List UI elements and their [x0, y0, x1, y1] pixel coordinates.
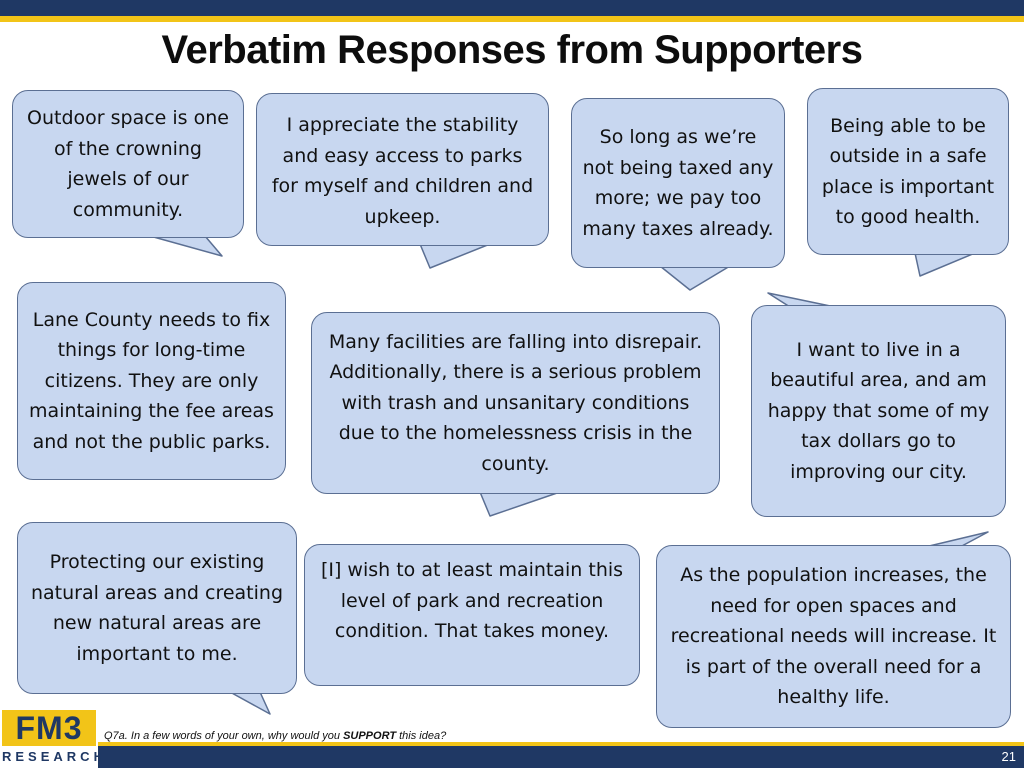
quote-bubble-1	[12, 90, 244, 238]
quote-bubble-10	[656, 545, 1011, 728]
logo-mark: FM3	[2, 710, 96, 746]
tail-6	[480, 492, 560, 516]
tail-1	[150, 236, 222, 256]
footnote-suffix: this idea?	[396, 730, 447, 742]
quote-text: Lane County needs to fix things for long-time citizens. They are only maintaining the fee areas and not the public parks.	[29, 308, 274, 453]
logo-wordmark: RESEARCH	[2, 749, 107, 764]
tail-8	[230, 692, 270, 714]
page-number: 21	[1001, 749, 1016, 764]
quote-text: I appreciate the stability and easy access to parks for myself and children and upkeep.	[271, 114, 534, 228]
quote-text: Outdoor space is one of the crowning jewels of our community.	[27, 107, 229, 221]
quote-bubble-4	[807, 88, 1009, 255]
quote-bubble-9	[304, 544, 640, 686]
quote-text: Protecting our existing natural areas and creating new natural areas are important to me.	[30, 551, 284, 665]
tail-2	[420, 244, 490, 268]
footnote-prefix: Q7a. In a few words of your own, why would you	[104, 730, 344, 742]
quote-text: So long as we’re not being taxed any more; we pay too many taxes already.	[582, 126, 774, 240]
fm3-logo	[0, 708, 107, 768]
tail-4	[915, 253, 975, 276]
quote-bubble-8	[17, 522, 297, 694]
slide-title: Verbatim Responses from Supporters	[161, 28, 863, 72]
footnote-emphasis: SUPPORT	[343, 730, 397, 742]
quote-bubble-3	[571, 98, 785, 268]
quote-bubble-7	[751, 305, 1006, 517]
quote-bubble-2	[256, 93, 549, 246]
quote-text: Many facilities are falling into disrepair. Additionally, there is a serious problem with trash and unsanitary conditions due to the homelessness crisis in the county.	[328, 330, 703, 475]
bottom-bar	[0, 746, 1024, 768]
quote-bubble-5	[17, 282, 286, 480]
quote-bubble-6	[311, 312, 720, 494]
quote-text: Being able to be outside in a safe place is important to good health.	[821, 114, 995, 228]
quote-text: As the population increases, the need for open spaces and recreational needs will increase. It is part of the overall need for a healthy life.	[670, 564, 997, 709]
quote-text: I want to live in a beautiful area, and am happy that some of my tax dollars go to improving our city.	[767, 338, 990, 483]
tail-3	[660, 266, 730, 290]
quote-text: [I] wish to at least maintain this level of park and recreation condition. That takes money.	[320, 559, 624, 642]
question-footnote	[104, 730, 446, 742]
